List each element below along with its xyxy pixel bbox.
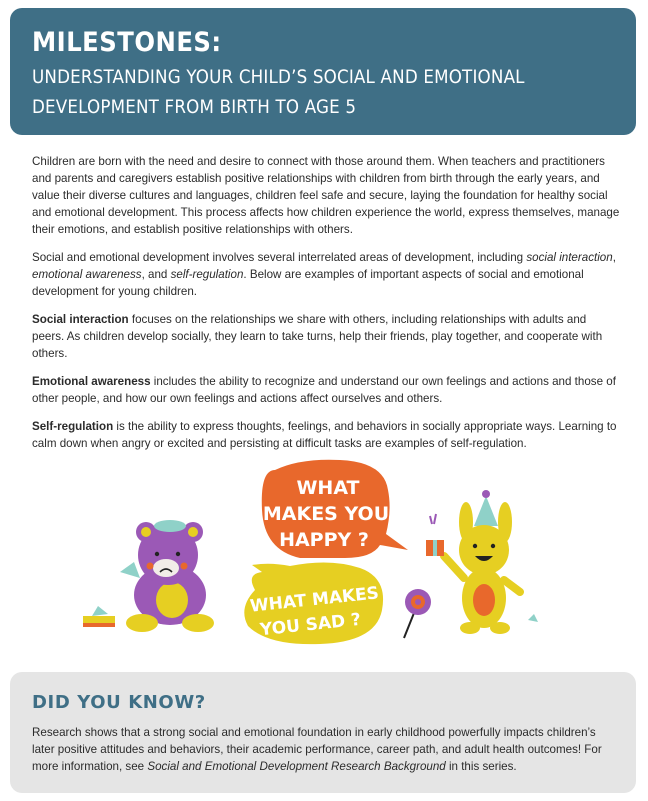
areas-paragraph <box>32 249 620 300</box>
illustration <box>0 450 648 660</box>
areas-emotional-term: emotional awareness <box>32 268 142 281</box>
term-label: Emotional awareness <box>32 375 151 388</box>
sad-bear-illustration <box>83 520 214 632</box>
sad-speech-bubble <box>244 562 383 644</box>
happy-bunny-illustration <box>426 490 538 634</box>
intro-paragraph: Children are born with the need and desire to connect with those around them. When teachers and practitioners and parents and caregivers establish positive relationships with children from birth through the early years, and value their diverse cultures and languages, children feel safe and secure, laying the foundation for healthy social and emotional development. This process affects how children experience the world, express themselves, manage their emotions, and establish positive relationships with others. <box>32 155 620 236</box>
bubble-happy-line-2: MAKES YOU <box>262 503 390 525</box>
bubble-happy-line-3: HAPPY ? <box>279 529 369 551</box>
did-you-know-text-1: Research shows that a strong social and emotional foundation in early childhood powerfully impacts children’s later positive attitudes and behaviors, their academic performance, career path, and adult health outcomes! For more information, see <box>32 726 602 773</box>
bubble-happy-line-1: WHAT <box>296 477 360 499</box>
body-text <box>32 153 620 463</box>
term-social-interaction <box>32 311 620 362</box>
term-label: Self-regulation <box>32 420 114 433</box>
did-you-know-text <box>32 724 614 775</box>
lollipop-illustration <box>404 589 431 638</box>
bubble-sad-line-2: YOU SAD ? <box>259 609 362 641</box>
term-definition: focuses on the relationships we share with others, including relationships with adults and peers. As children develop socially, they learn to take turns, help their friends, play together, and cooperate with others. <box>32 313 603 360</box>
areas-social-term: social interaction <box>526 251 613 264</box>
term-definition: is the ability to express thoughts, feelings, and behaviors in socially appropriate ways. Learning to calm down when angry or excited and persisting at difficult tasks are examples of self-regulation. <box>32 420 617 450</box>
page-subtitle: UNDERSTANDING YOUR CHILD’S SOCIAL AND EMOTIONAL DEVELOPMENT FROM BIRTH TO AGE 5 <box>32 66 525 118</box>
bubble-sad-line-1: WHAT MAKES <box>249 583 380 617</box>
research-background-reference: Social and Emotional Development Research Background <box>147 760 446 773</box>
areas-text-3: , and <box>141 268 171 281</box>
did-you-know-box <box>10 672 636 793</box>
term-emotional-awareness <box>32 373 620 407</box>
term-definition: includes the ability to recognize and understand our own feelings and actions and those of other people, and how our own feelings and actions affect ourselves and others. <box>32 375 616 405</box>
term-self-regulation <box>32 418 620 452</box>
did-you-know-text-2: in this series. <box>445 760 517 773</box>
areas-text-2: , <box>612 251 616 264</box>
did-you-know-title: DID YOU KNOW? <box>32 692 206 713</box>
term-label: Social interaction <box>32 313 129 326</box>
header-banner <box>10 8 636 135</box>
page-title: MILESTONES: <box>32 27 222 58</box>
areas-text-1: Social and emotional development involves several interrelated areas of development, including <box>32 251 527 264</box>
happy-speech-bubble <box>262 460 408 558</box>
areas-self-term: self-regulation <box>170 268 244 281</box>
areas-text-4: . Below are examples of important aspects of social and emotional development for young children. <box>32 268 584 298</box>
